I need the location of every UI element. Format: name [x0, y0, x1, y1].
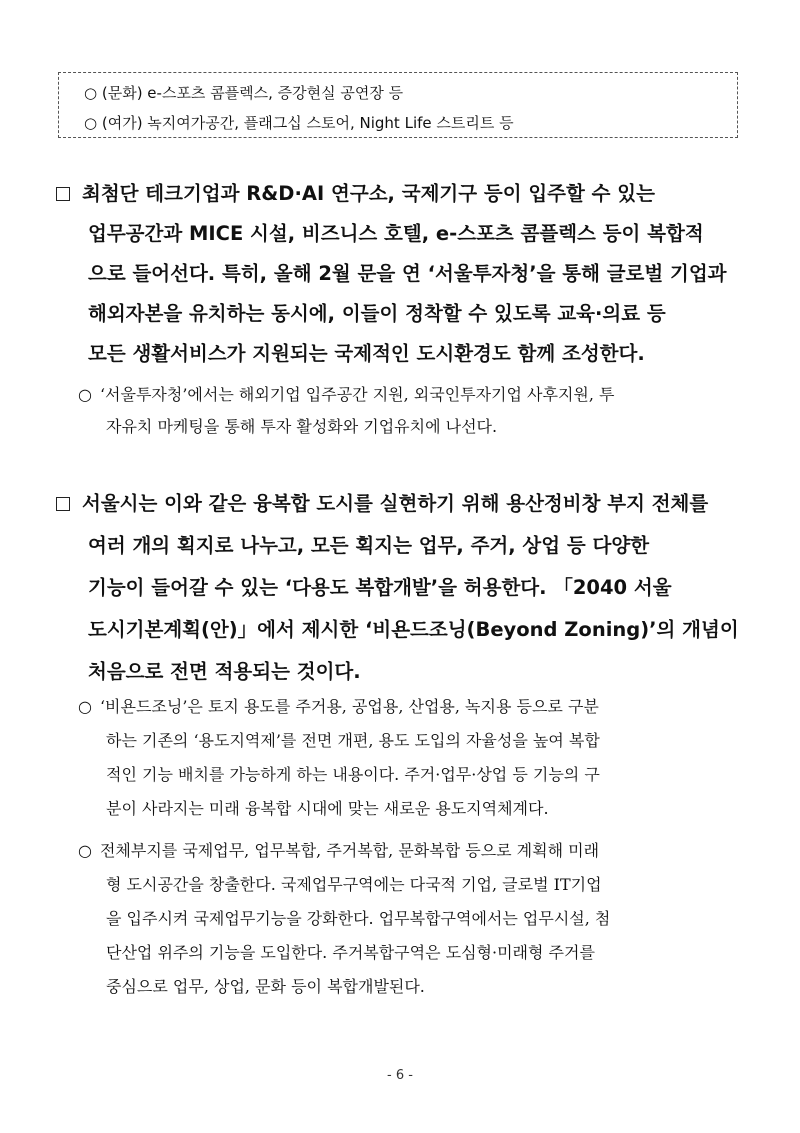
section2-line: 도시기본계획(안)」에서 제시한 ‘비욘드조닝(Beyond Zoning)’의 개념이 [88, 618, 739, 641]
section1-bullet [78, 382, 615, 405]
bullet-line: 을 입주시켜 국제업무기능을 강화한다. 업무복합구역에서는 업무시설, 첨 [106, 909, 611, 928]
section2-checkbox-mark [56, 497, 70, 511]
bullet-marker: ○ [78, 841, 92, 860]
section1-line: 최첨단 테크기업과 R&D·AI 연구소, 국제기구 등이 입주할 수 있는 [82, 182, 655, 205]
section1-checkbox-mark [56, 187, 70, 201]
bullet-marker: ○ [78, 385, 92, 404]
bullet-line: 전체부지를 국제업무, 업무복합, 주거복합, 문화복합 등으로 계획해 미래 [99, 841, 600, 860]
section2-line: 여러 개의 획지로 나누고, 모든 획지는 업무, 주거, 상업 등 다양한 [88, 534, 650, 557]
bullet-line: ‘서울투자청’에서는 해외기업 입주공간 지원, 외국인투자기업 사후지원, 투 [99, 385, 615, 404]
box-item-leisure: ○ (여가) 녹지여가공간, 플래그십 스토어, Night Life 스트리트 등 [84, 114, 514, 132]
box-item-culture: ○ (문화) e-스포츠 콤플렉스, 증강현실 공연장 등 [84, 84, 404, 102]
section1-line: 업무공간과 MICE 시설, 비즈니스 호텔, e-스포츠 콤플렉스 등이 복합적 [88, 222, 704, 245]
bullet-line: 적인 기능 배치를 가능하게 하는 내용이다. 주거·업무·상업 등 기능의 구 [106, 765, 600, 784]
bullet-line: 형 도시공간을 창출한다. 국제업무구역에는 다국적 기업, 글로벌 IT기업 [106, 875, 602, 894]
section2-bullet-2 [78, 838, 599, 861]
section1-line: 모든 생활서비스가 지원되는 국제적인 도시환경도 함께 조성한다. [88, 342, 645, 365]
section2-paragraph [56, 488, 708, 516]
page-number: - 6 - [387, 1068, 413, 1083]
bullet-line: 하는 기존의 ‘용도지역제’를 전면 개편, 용도 도입의 자율성을 높여 복합 [106, 731, 600, 750]
bullet-line: 중심으로 업무, 상업, 문화 등이 복합개발된다. [106, 977, 425, 996]
bullet-marker: ○ [78, 697, 92, 716]
section1-line: 해외자본을 유치하는 동시에, 이들이 정착할 수 있도록 교육·의료 등 [88, 302, 666, 325]
section1-line: 으로 들어선다. 특히, 올해 2월 문을 연 ‘서울투자청’을 통해 글로벌 기업과 [88, 262, 727, 285]
section2-line: 처음으로 전면 적용되는 것이다. [88, 660, 361, 683]
bullet-line: ‘비욘드조닝’은 토지 용도를 주거용, 공업용, 산업용, 녹지용 등으로 구분 [99, 697, 599, 716]
section2-line: 서울시는 이와 같은 융복합 도시를 실현하기 위해 용산정비창 부지 전체를 [82, 492, 709, 515]
section2-bullet-1 [78, 694, 599, 717]
section1-paragraph [56, 178, 655, 206]
section2-line: 기능이 들어갈 수 있는 ‘다용도 복합개발’을 허용한다. 「2040 서울 [88, 576, 672, 599]
bullet-line: 분이 사라지는 미래 융복합 시대에 맞는 새로운 용도지역체계다. [106, 799, 549, 818]
bullet-line: 단산업 위주의 기능을 도입한다. 주거복합구역은 도심형·미래형 주거를 [106, 943, 595, 962]
bullet-line: 자유치 마케팅을 통해 투자 활성화와 기업유치에 나선다. [106, 417, 498, 436]
